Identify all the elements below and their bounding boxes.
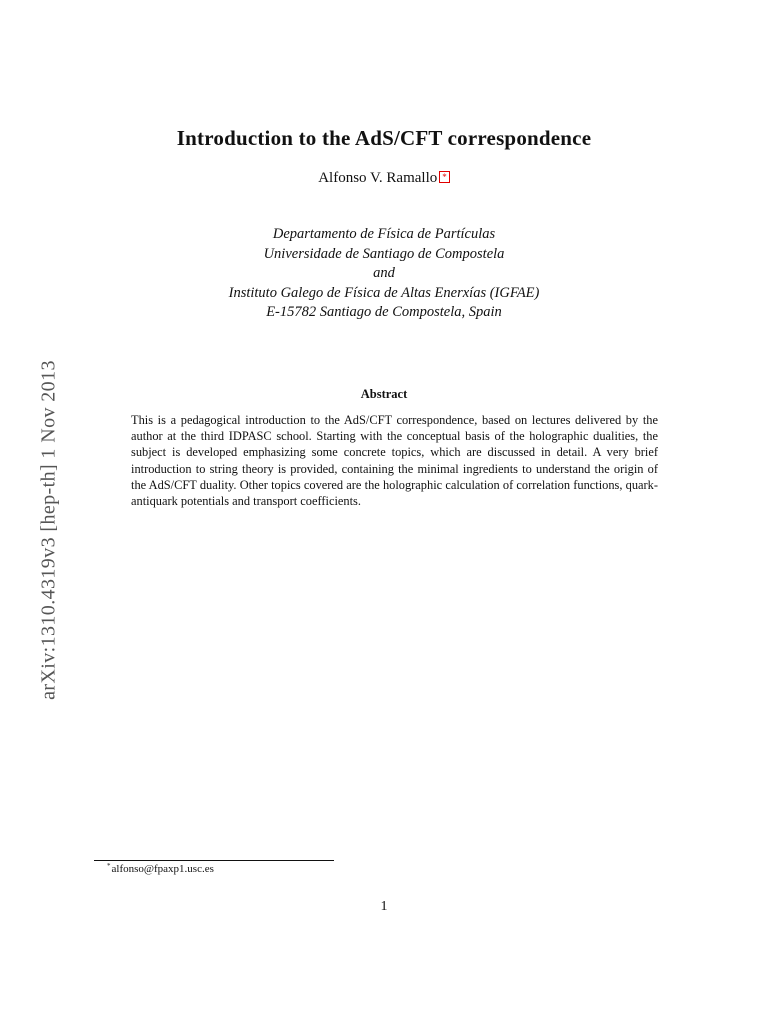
affiliation-line: Departamento de Física de Partículas <box>272 226 496 242</box>
affiliation-line: E-15782 Santiago de Compostela, Spain <box>266 304 502 320</box>
paper-title: Introduction to the AdS/CFT correspondence <box>176 126 592 150</box>
affiliation-line: Universidade de Santiago de Compostela <box>263 245 505 262</box>
footnote-mark: * <box>107 862 111 870</box>
abstract-heading: Abstract <box>360 387 408 401</box>
footnote-link[interactable]: * <box>439 171 450 183</box>
footnote <box>107 862 214 875</box>
affiliation-line: and <box>373 265 395 281</box>
affiliation-block <box>0 225 768 323</box>
footnote-rule <box>94 860 334 861</box>
author-name: Alfonso V. Ramallo <box>318 170 438 186</box>
page-number: 1 <box>380 899 388 914</box>
affiliation-line: Instituto Galego de Física de Altas Enerxías (IGFAE) <box>228 284 540 301</box>
abstract-text: This is a pedagogical introduction to the AdS/CFT correspondence, based on lectures delivered by the author at the third IDPASC school. Starting with the conceptual basis of the holographic dualities, the subject is developed emphasizing some concrete topics, which are discussed in detail. A very brief introduction to string theory is provided, containing the minimal ingredients to understand the origin of the AdS/CFT duality. Other topics covered are the holographic calculation of correlation functions, quark-antiquark potentials and transport coefficients. <box>131 413 658 509</box>
author-line <box>0 170 768 187</box>
arxiv-stamp[interactable]: arXiv:1310.4319v3 [hep-th] 1 Nov 2013 <box>37 360 60 700</box>
footnote-email[interactable]: alfonso@fpaxp1.usc.es <box>111 863 214 875</box>
